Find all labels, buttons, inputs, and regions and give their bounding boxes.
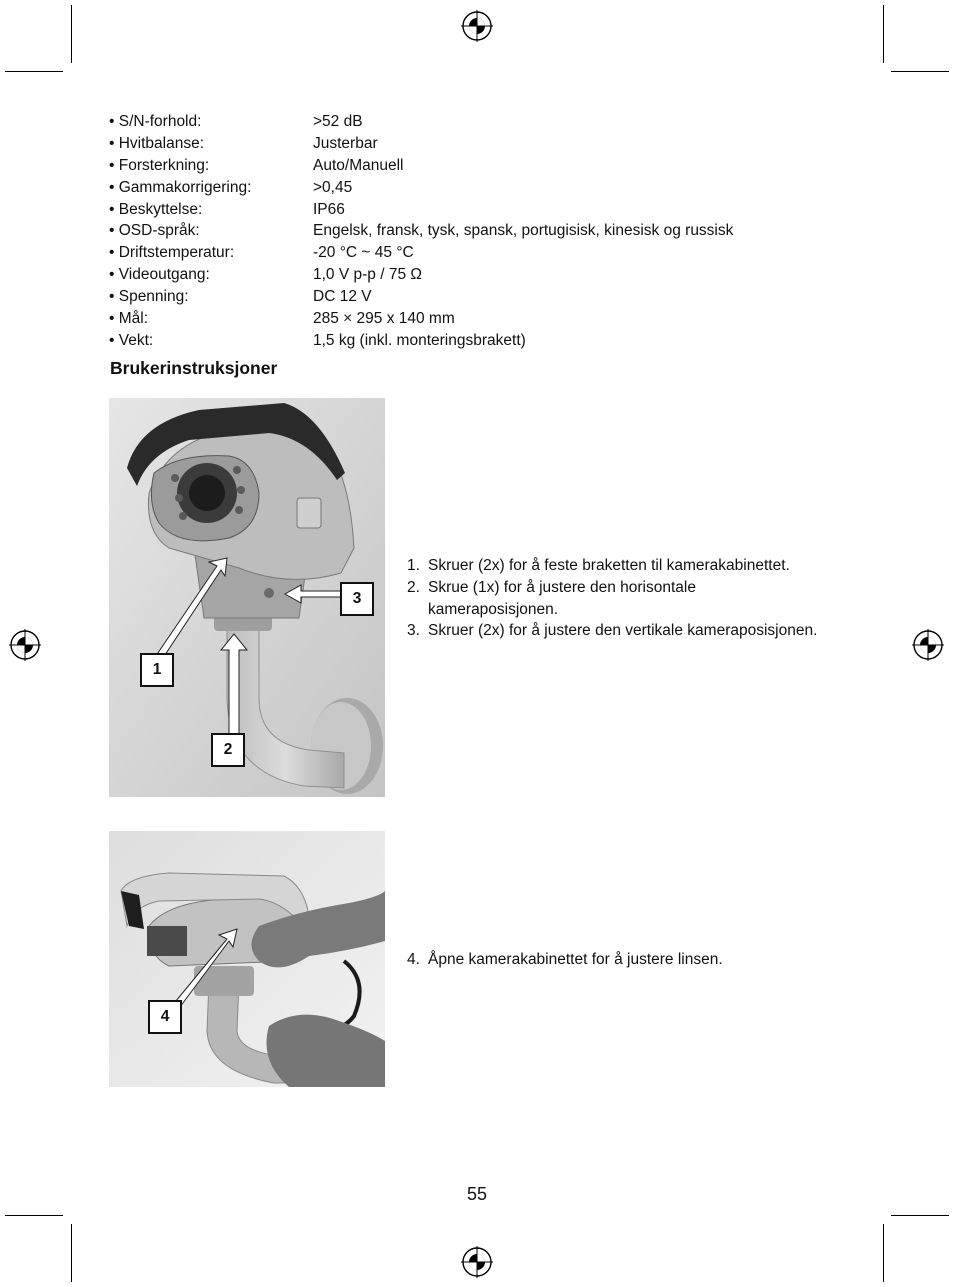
camera-open-illustration xyxy=(109,831,385,1087)
spec-value: Auto/Manuell xyxy=(313,156,404,174)
registration-mark-icon xyxy=(460,1245,494,1279)
crop-mark xyxy=(891,71,949,72)
crop-mark xyxy=(891,1215,949,1216)
spec-row xyxy=(109,286,733,308)
callout-label-2: 2 xyxy=(211,733,245,767)
step-text: Åpne kamerakabinettet for å justere linsen. xyxy=(428,951,723,968)
spec-label: • Gammakorrigering: xyxy=(109,178,252,196)
registration-mark-icon xyxy=(911,628,945,662)
specifications-list xyxy=(109,111,733,352)
spec-label: • Mål: xyxy=(109,310,149,328)
spec-label: • Vekt: xyxy=(109,331,154,349)
spec-label: • Forsterkning: xyxy=(109,156,210,174)
step-text: Skruer (2x) for å justere den vertikale kameraposisjonen. xyxy=(428,622,818,640)
spec-value: -20 °C ~ 45 °C xyxy=(313,244,414,262)
crop-mark xyxy=(883,1224,884,1282)
step-number: 4. xyxy=(407,951,420,968)
step-number: 2. xyxy=(407,578,420,596)
callout-label-3: 3 xyxy=(340,582,374,616)
spec-value: 1,0 V p-p / 75 Ω xyxy=(313,266,422,284)
instruction-step xyxy=(407,555,817,577)
spec-row xyxy=(109,264,733,286)
spec-label: • Spenning: xyxy=(109,288,189,306)
spec-value: 1,5 kg (inkl. monteringsbrakett) xyxy=(313,331,526,349)
spec-value: 285 × 295 x 140 mm xyxy=(313,310,455,328)
step-text: Skruer (2x) for å feste braketten til kamerakabinettet. xyxy=(428,557,790,574)
instruction-step xyxy=(407,620,817,642)
spec-row xyxy=(109,155,733,177)
crop-mark xyxy=(5,71,63,72)
instruction-step xyxy=(407,949,723,971)
spec-value: >52 dB xyxy=(313,113,363,130)
instruction-steps xyxy=(407,555,817,642)
spec-row xyxy=(109,220,733,242)
spec-value: >0,45 xyxy=(313,178,353,196)
spec-label: • OSD-språk: xyxy=(109,222,200,240)
crop-mark xyxy=(883,5,884,63)
step-text: Skrue (1x) for å justere den horisontale kameraposisjonen. xyxy=(428,578,696,618)
camera-housing-photo xyxy=(109,831,385,1087)
spec-row xyxy=(109,308,733,330)
crop-mark xyxy=(71,5,72,63)
registration-mark-icon xyxy=(8,628,42,662)
spec-row xyxy=(109,133,733,155)
spec-label: • Videoutgang: xyxy=(109,266,210,284)
spec-row xyxy=(109,330,733,352)
section-heading: Brukerinstruksjoner xyxy=(110,358,278,378)
callout-label-1: 1 xyxy=(140,653,174,687)
instruction-step xyxy=(407,577,817,621)
spec-row xyxy=(109,177,733,199)
page-number: 55 xyxy=(466,1184,488,1204)
spec-label: • Hvitbalanse: xyxy=(109,134,205,152)
spec-value: Engelsk, fransk, tysk, spansk, portugisisk, kinesisk og russisk xyxy=(313,222,734,240)
spec-label: • S/N-forhold: xyxy=(109,113,202,130)
spec-value: IP66 xyxy=(313,200,345,218)
registration-mark-icon xyxy=(460,9,494,43)
callout-label-4: 4 xyxy=(148,1000,182,1034)
spec-row xyxy=(109,199,733,221)
spec-row xyxy=(109,242,733,264)
crop-mark xyxy=(71,1224,72,1282)
spec-value: Justerbar xyxy=(313,134,378,152)
spec-label: • Beskyttelse: xyxy=(109,200,203,218)
instruction-steps xyxy=(407,949,723,971)
step-number: 3. xyxy=(407,622,420,640)
crop-mark xyxy=(5,1215,63,1216)
spec-value: DC 12 V xyxy=(313,288,372,306)
step-number: 1. xyxy=(407,557,420,574)
spec-label: • Driftstemperatur: xyxy=(109,244,235,262)
spec-row xyxy=(109,111,733,133)
